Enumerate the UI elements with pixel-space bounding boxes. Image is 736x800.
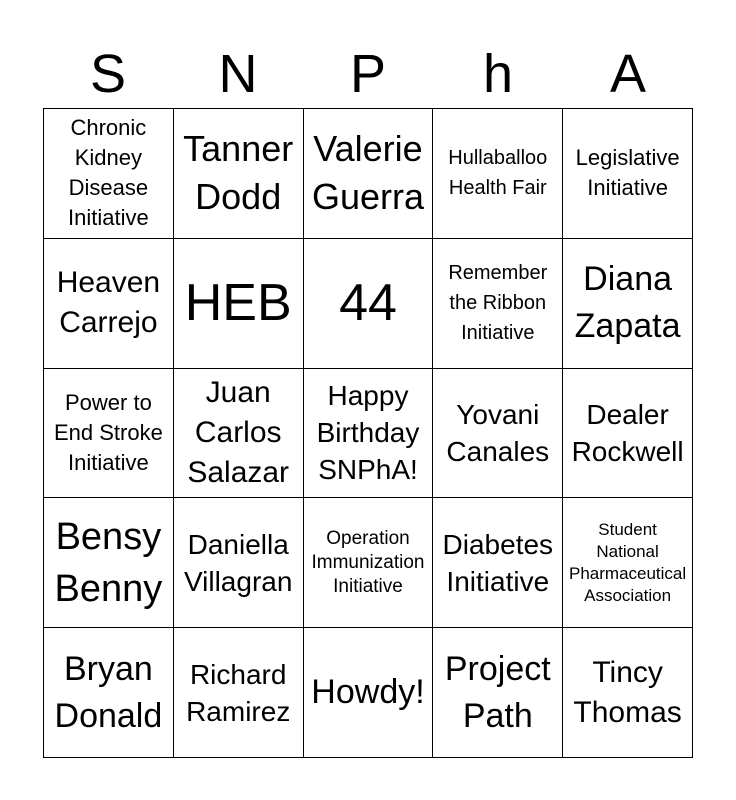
bingo-cell[interactable] — [44, 498, 174, 628]
cell-label: Dealer Rockwell — [571, 398, 684, 467]
bingo-cell[interactable] — [44, 239, 174, 369]
header-letter-p: P — [349, 44, 387, 104]
bingo-cell[interactable] — [304, 369, 434, 499]
bingo-cell[interactable] — [563, 239, 693, 369]
cell-label: Operation Immunization Initiative — [311, 527, 425, 597]
bingo-cell[interactable] — [304, 239, 434, 369]
cell-label: 44 — [339, 274, 397, 333]
cell-label: Valerie Guerra — [311, 128, 425, 218]
cell-label: Hullaballoo Health Fair — [448, 147, 548, 200]
cell-label: Tincy Thomas — [573, 655, 682, 729]
bingo-header — [43, 40, 693, 108]
bingo-cell[interactable] — [174, 498, 304, 628]
header-letter-a: A — [609, 44, 647, 104]
cell-label: Student National Pharmaceutical Association — [569, 519, 687, 605]
bingo-cell[interactable] — [563, 498, 693, 628]
bingo-cell[interactable] — [174, 628, 304, 758]
header-letter-s: S — [89, 44, 127, 104]
cell-label: Daniella Villagran — [183, 528, 293, 597]
cell-label: Juan Carlos Salazar — [187, 375, 290, 489]
header-letter-n: N — [218, 44, 258, 104]
bingo-cell[interactable] — [433, 628, 563, 758]
cell-label: Bryan Donald — [54, 649, 163, 735]
bingo-cell[interactable] — [563, 109, 693, 239]
cell-label: HEB — [184, 274, 292, 333]
cell-label: Howdy! — [311, 673, 425, 712]
cell-label: Diana Zapata — [574, 260, 681, 346]
cell-label: Diabetes Initiative — [442, 528, 554, 597]
bingo-cell[interactable] — [174, 239, 304, 369]
bingo-cell[interactable] — [44, 369, 174, 499]
bingo-cell[interactable] — [433, 498, 563, 628]
bingo-cell[interactable] — [304, 109, 434, 239]
cell-label: Chronic Kidney Disease Initiative — [68, 115, 149, 231]
cell-label: Legislative Initiative — [575, 145, 680, 201]
cell-label: Yovani Canales — [446, 398, 550, 467]
bingo-cell[interactable] — [563, 628, 693, 758]
bingo-cell[interactable] — [304, 628, 434, 758]
cell-label: Power to End Stroke Initiative — [53, 389, 163, 475]
bingo-cell[interactable] — [433, 109, 563, 239]
bingo-cell[interactable] — [44, 109, 174, 239]
bingo-cell[interactable] — [174, 369, 304, 499]
cell-label: Happy Birthday SNPhA! — [316, 380, 420, 486]
cell-label: Project Path — [444, 649, 551, 735]
bingo-cell[interactable] — [44, 628, 174, 758]
cell-label: Richard Ramirez — [186, 658, 291, 727]
bingo-cell[interactable] — [174, 109, 304, 239]
bingo-cell[interactable] — [304, 498, 434, 628]
cell-label: Bensy Benny — [54, 515, 163, 610]
bingo-cell[interactable] — [433, 369, 563, 499]
bingo-cell[interactable] — [433, 239, 563, 369]
cell-label: Remember the Ribbon Initiative — [448, 262, 548, 345]
cell-label: Heaven Carrejo — [56, 266, 161, 340]
bingo-cell[interactable] — [563, 369, 693, 499]
bingo-board — [43, 108, 693, 758]
cell-label: Tanner Dodd — [183, 128, 294, 218]
header-letter-h: h — [482, 44, 514, 104]
